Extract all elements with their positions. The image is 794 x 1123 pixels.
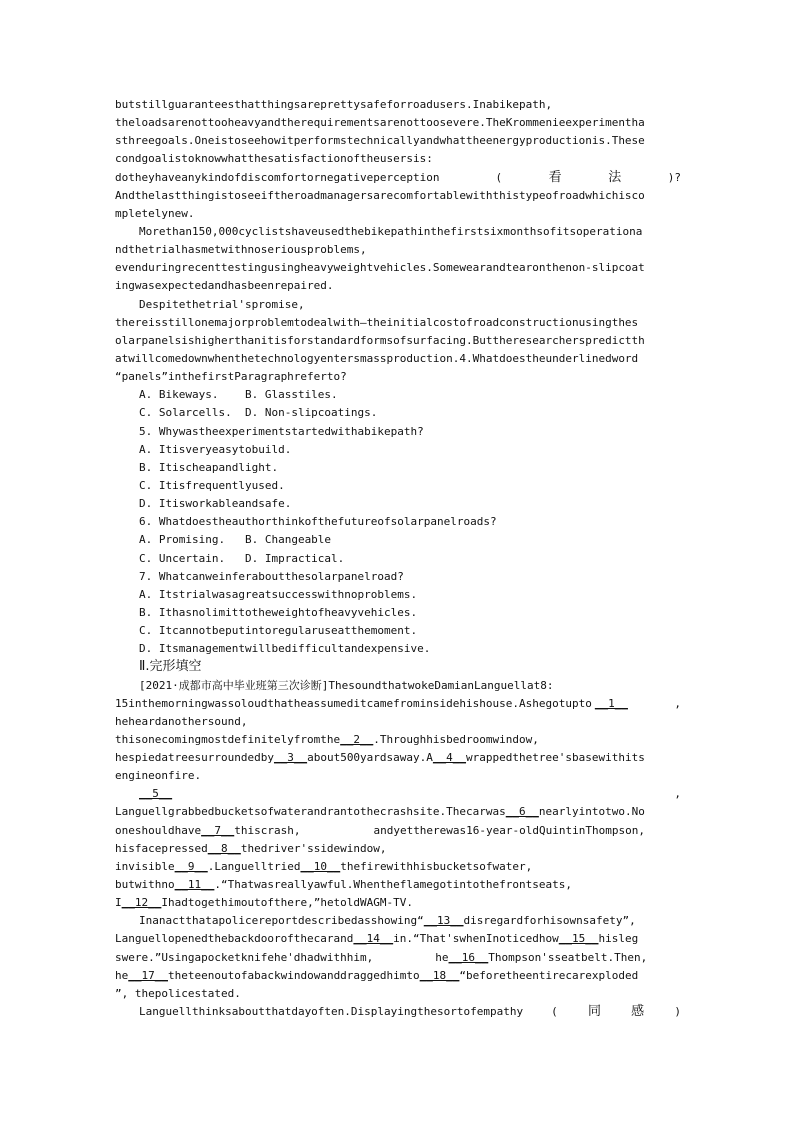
q4-options-ab: A. Bikeways. B. Glasstiles. [139,388,338,402]
cloze-line [115,894,681,912]
q5-option-b: B. Itischeapandlight. [139,460,279,474]
blank-9: __9__ [174,859,208,873]
cloze-line [115,912,681,930]
blank-12: __12__ [121,896,162,910]
q6-options-ab: A. Promising. B. Changeable [139,533,332,547]
cloze-text: .Throughhisbedroomwindow, [373,732,539,746]
q7-option-d: D. Itsmanagementwillbedifficultandexpensive. [139,642,431,656]
cloze-text: thedriver'ssidewindow, [240,841,387,855]
q7-option-b: B. Ithasnolimittotheweightofheavyvehicles. [139,605,418,619]
blank-15: __15__ [558,932,599,946]
blank-8: __8__ [207,841,241,855]
cloze-line [115,949,681,967]
q5-option-c: C. Itisfrequentlyused. [139,478,285,492]
passage-line: ingwasexpectedandhasbeenrepaired. [115,279,334,293]
question-5: 5. Whywastheexperimentstartedwithabikepath? [139,424,424,438]
cloze-line: engineonfire. [115,769,202,783]
blank-16: __16__ [448,950,489,964]
cloze-text: hespiedatreesurroundedby [115,751,274,765]
cloze-text: disregardforhisownsafety”, [463,914,636,928]
cloze-line [115,695,681,713]
cloze-text: andyettherewas16-year-oldQuintinThompson, [373,823,645,837]
question-7: 7. Whatcanweinferaboutthesolarpanelroad? [139,569,404,583]
passage-line: evenduringrecenttestingusingheavyweightvehicles.Somewearandtearonthenon-slipcoat [115,261,645,275]
blank-14: __14__ [353,932,394,946]
cloze-line [115,930,681,948]
gloss-char: 法 [608,169,622,185]
paren-open: ( [551,1005,558,1019]
blank-17: __17__ [128,968,168,982]
blank-11: __11__ [174,878,215,892]
document-page [115,96,681,1021]
cloze-text: hisleg [598,932,639,946]
blank-3: __3__ [273,751,308,765]
cloze-line [115,749,681,767]
passage-line: butstillguaranteesthatthingsareprettysafeforroadusers.Inabikepath, [115,98,553,111]
question-4: “panels”inthefirstParagraphreferto? [115,370,347,384]
cloze-line [115,840,681,858]
cloze-text: , [674,787,681,801]
cloze-text: thiscrash, [234,823,301,837]
cloze-text: oneshouldhave [115,823,202,837]
cloze-line [115,785,681,803]
q5-option-d: D. Itisworkableandsafe. [139,497,292,511]
cloze-text: hisfacepressed [115,841,208,855]
gloss-char: 同 [587,1004,601,1020]
cloze-text: swere.”Usingapocketknifehe'dhadwithhim, [115,950,374,964]
cloze-text: , [667,696,681,710]
q4-options-cd: C. Solarcells. D. Non-slipcoatings. [139,406,378,420]
cloze-text: nearlyintotwo.No [538,805,645,819]
cloze-text: “beforetheentirecarexploded [459,968,639,982]
q7-option-c: C. Itcannotbeputintoregularuseatthemoment. [139,624,418,638]
cloze-line: heheardanothersound, [115,714,248,728]
q5-option-a: A. Itisveryeasytobuild. [139,442,292,456]
passage-line: Morethan150,000cyclistshaveusedthebikepathinthefirstsixmonthsofitsoperationa [139,224,643,238]
cloze-line [115,822,681,840]
passage-line: Despitethetrial'spromise, [139,297,305,311]
cloze-text: theteenoutofabackwindowanddraggedhimto [168,968,420,982]
cloze-text: Languellopenedthebackdoorofthecarand [115,932,354,946]
blank-10: __10__ [300,859,341,873]
cloze-text: butwithno [115,878,175,892]
passage-line: atwillcomedownwhenthetechnologyentersmassproduction.4.Whatdoestheunderlinedword [115,351,639,365]
passage-line: sthreegoals.Oneistoseehowitperformstechnicallyandwhattheenergyproductionis.These [115,134,645,148]
cloze-text: Languellgrabbedbucketsofwaterandrantothecrashsite.Thecarwas [115,805,506,819]
cloze-text: .“Thatwasreallyawful.Whentheflamegotintothefrontseats, [214,878,572,892]
blank-6: __6__ [505,805,539,819]
paren-close: )? [667,170,681,184]
blank-7: __7__ [201,823,235,837]
cloze-line [115,731,681,749]
q6-options-cd: C. Uncertain. D. Impractical. [139,551,345,565]
cloze-text: Ihadtogethimoutofthere,”hetoldWAGM-TV. [161,896,414,910]
cloze-line [115,858,681,876]
passage-line: mpletelynew. [115,206,195,220]
cloze-text: Thompson'sseatbelt.Then, [488,950,648,964]
blank-2: __2__ [340,732,374,746]
blank-18: __18__ [419,968,460,982]
blank-1: __1__ [594,696,628,710]
cloze-text: thisonecomingmostdefinitelyfromthe [115,732,341,746]
cloze-line [115,803,681,821]
paren-close: ) [674,1005,681,1019]
passage-line: thereisstillonemajorproblemtodealwith—theinitialcostofroadconstructionusingthes [115,315,639,329]
cloze-line [115,876,681,894]
gloss-char: 感 [631,1004,645,1020]
blank-4: __4__ [432,751,467,765]
cloze-text: Inanactthatapolicereportdescribedasshowing“ [139,914,424,928]
passage-line: Andthelastthingistoseeiftheroadmanagersarecomfortablewiththistypeofroadwhichisco [115,188,645,202]
blank-5: __5__ [139,787,173,801]
passage-line: condgoalistoknowwhatthesatisfactionoftheusersis: [115,152,433,166]
blank-13: __13__ [423,914,464,928]
passage-line: theloadsarenottooheavyandtherequirementsarenottoosevere.TheKrommenieexperimentha [115,116,645,130]
cloze-text: Languellthinksaboutthatdayoften.Displayingthesortofempathy [139,1005,524,1019]
question-6: 6. Whatdoestheauthorthinkofthefutureofsolarpanelroads? [139,515,497,529]
cloze-line: [2021·成都市高中毕业班第三次诊断]ThesoundthatwokeDamianLanguellat8: [139,678,554,692]
cloze-text: thefirewithhisbucketsofwater, [340,859,533,873]
paren-open: ( [495,170,503,184]
cloze-text: wrappedthetree'sbasewithits [466,751,645,765]
cloze-text: 15inthemorningwassoloudthatheassumeditcamefrominsidehishouse.Ashegotupto [115,696,592,710]
q7-option-a: A. Itstrialwasagreatsuccesswithnoproblems. [139,587,418,601]
cloze-text: he [435,950,449,964]
cloze-line [115,967,681,985]
cloze-text: in.“That'swhenInoticedhow [393,932,559,946]
cloze-text: about500yardsaway.A [307,751,433,765]
cloze-line: ”, thepolicestated. [115,986,241,1000]
cloze-text: he [115,968,129,982]
cloze-line [115,1003,681,1021]
gloss-char: 看 [548,169,562,185]
cloze-text: I [115,896,122,910]
cloze-text: .Languelltried [207,859,301,873]
passage-line: olarpanelsishigherthanitisforstandardformsofsurfacing.Buttheresearcherspredictth [115,333,645,347]
passage-line: ndthetrialhasmetwithnoseriousproblems, [115,243,367,257]
cloze-text: invisible [115,859,175,873]
passage-line-perception [115,169,681,187]
section-heading: Ⅱ.完形填空 [139,659,202,675]
passage-text: dotheyhaveanykindofdiscomfortornegativeperception [115,170,440,184]
